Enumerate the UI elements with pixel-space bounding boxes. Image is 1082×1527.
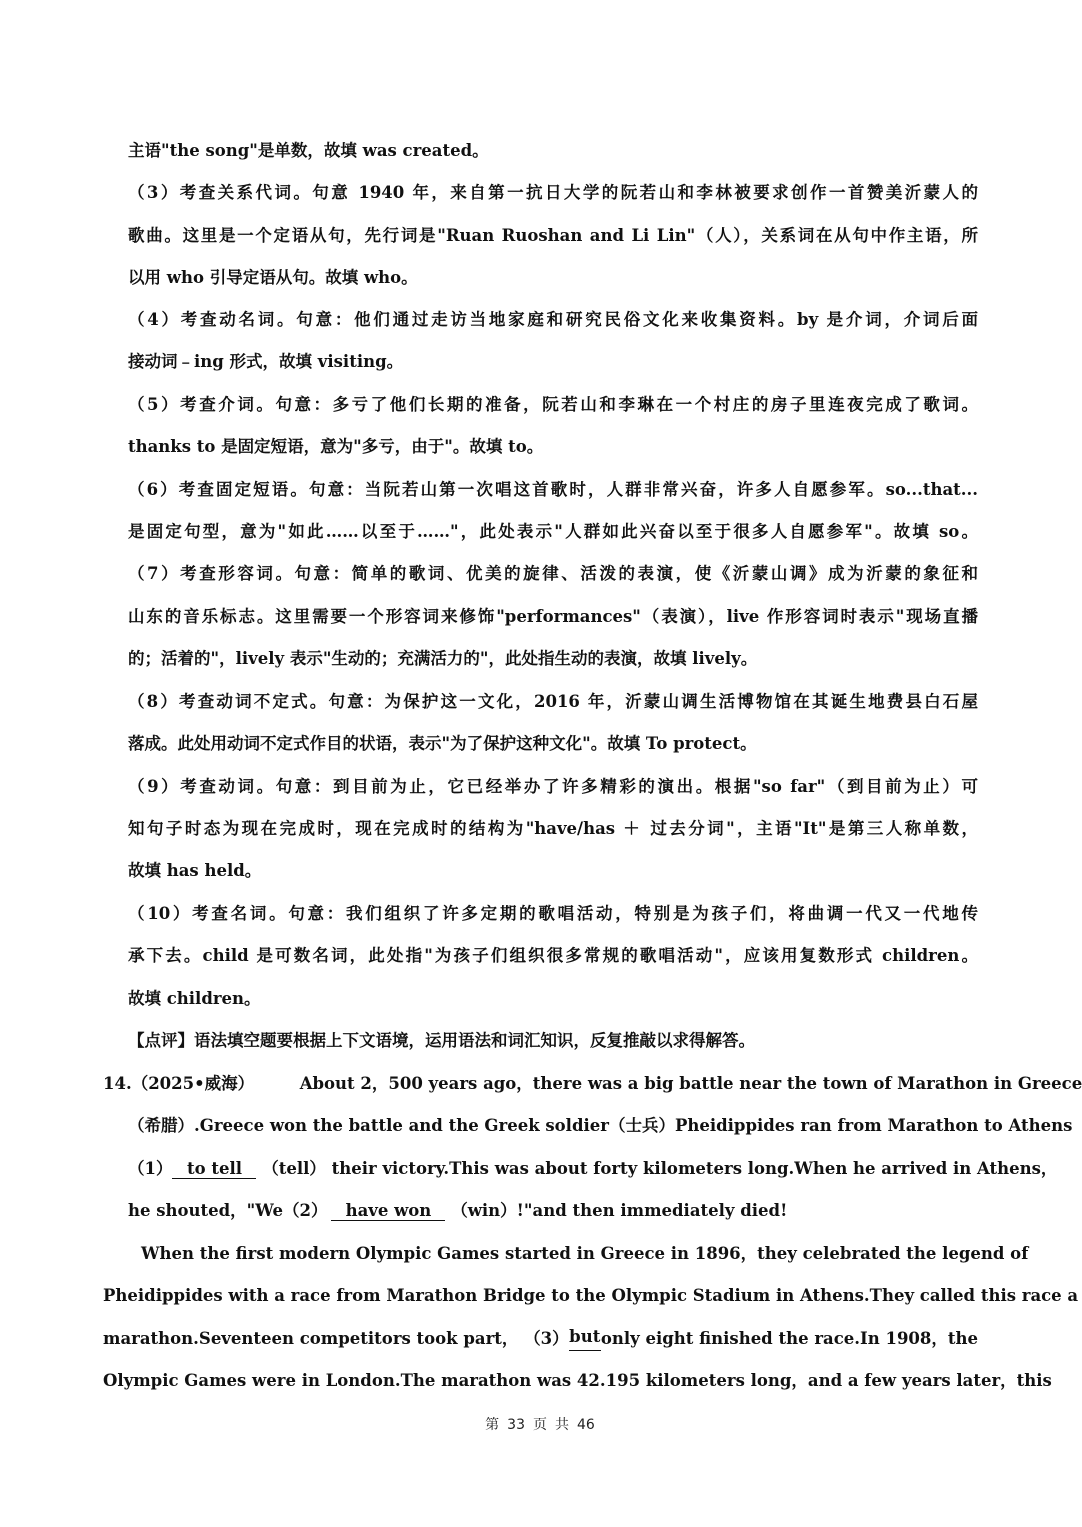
page-number: 33 [507,1417,525,1433]
explanation-line: （6）考查固定短语。句意：当阮若山第一次唱这首歌时，人群非常兴奋，许多人自愿参军。so...that... [128,480,978,499]
explanation-line: 山东的音乐标志。这里需要一个形容词来修饰"performances"（表演），live 作形容词时表示"现场直播 [128,607,978,626]
review-note: 【点评】语法填空题要根据上下文语境，运用语法和词汇知识，反复推敲以求得解答。 [128,1031,755,1050]
passage-line: When the first modern Olympic Games started in Greece in 1896，they celebrated the legend of [141,1244,1029,1263]
explanation-line: 的；活着的"，lively 表示"生动的；充满活力的"，此处指生动的表演，故填 lively。 [128,649,758,668]
explanation-line: 故填 children。 [128,989,261,1008]
explanation-line: 故填 has held。 [128,861,262,880]
explanation-line: 主语"the song"是单数，故填 was created。 [128,141,489,160]
passage-line: Olympic Games were in London.The marathon was 42.195 kilometers long，and a few years later，this [103,1371,1052,1390]
explanation-line: 以用 who 引导定语从句。故填 who。 [128,268,418,287]
explanation-line: （3）考查关系代词。句意 1940 年，来自第一抗日大学的阮若山和李林被要求创作一首赞美沂蒙人的 [128,183,978,202]
answer-blank-1: to tell [172,1159,256,1179]
explanation-line: 歌曲。这里是一个定语从句，先行词是"Ruan Ruoshan and Li Lin"（人），关系词在从句中作主语，所 [128,226,978,245]
page-footer: 第 33 页 共 46 [485,1417,595,1433]
explanation-line: （4）考查动名词。句意：他们通过走访当地家庭和研究民俗文化来收集资料。by 是介词，介词后面 [128,310,978,329]
question-14-line-4: he shouted，"We（2） have won （win）!"and then immediately died! [128,1201,788,1220]
question-14-line-3: （1） to tell （tell） their victory.This was about forty kilometers long.When he arrived in Athens， [128,1159,1058,1178]
question-14-line-2: （希腊）.Greece won the battle and the Greek soldier（士兵）Pheidippides ran from Marathon to Athens [128,1116,1073,1135]
explanation-line: thanks to 是固定短语，意为"多亏，由于"。故填 to。 [128,437,544,456]
explanation-line: （8）考查动词不定式。句意：为保护这一文化，2016 年，沂蒙山调生活博物馆在其诞生地费县白石屋 [128,692,978,711]
explanation-line: 承下去。child 是可数名词，此处指"为孩子们组织很多常规的歌唱活动"，应该用复数形式 children。 [128,946,978,965]
passage-line: marathon.Seventeen competitors took part， （3） but only eight finished the race.In 1908，the [103,1327,978,1351]
explanation-line: 落成。此处用动词不定式作目的状语，表示"为了保护这种文化"。故填 To protect。 [128,734,757,753]
question-text: About 2，500 years ago，there was a big battle near the town of Marathon in Greece [299,1074,1082,1093]
explanation-line: （9）考查动词。句意：到目前为止，它已经举办了许多精彩的演出。根据"so far"（到目前为止）可 [128,777,978,796]
answer-blank-2: have won [331,1201,445,1221]
explanation-line: 是固定句型，意为"如此……以至于……"，此处表示"人群如此兴奋以至于很多人自愿参军"。故填 so。 [128,522,978,541]
explanation-line: 知句子时态为现在完成时，现在完成时的结构为"have/has ＋ 过去分词"，主语"It"是第三人称单数， [128,819,978,838]
answer-blank-3: but [569,1327,601,1351]
explanation-line: （5）考查介词。句意：多亏了他们长期的准备，阮若山和李琳在一个村庄的房子里连夜完成了歌词。 [128,395,978,414]
page-total: 46 [577,1417,595,1433]
explanation-line: （7）考查形容词。句意：简单的歌词、优美的旋律、活泼的表演，使《沂蒙山调》成为沂蒙的象征和 [128,564,978,583]
explanation-line: （10）考查名词。句意：我们组织了许多定期的歌唱活动，特别是为孩子们，将曲调一代又一代地传 [128,904,978,923]
question-14-line-1 [103,1072,1082,1096]
question-number: 14.（2025•威海） [103,1074,255,1093]
explanation-line: 接动词﹣ing 形式，故填 visiting。 [128,352,404,371]
passage-line: Pheidippides with a race from Marathon Bridge to the Olympic Stadium in Athens.They called this race a [103,1286,1079,1305]
